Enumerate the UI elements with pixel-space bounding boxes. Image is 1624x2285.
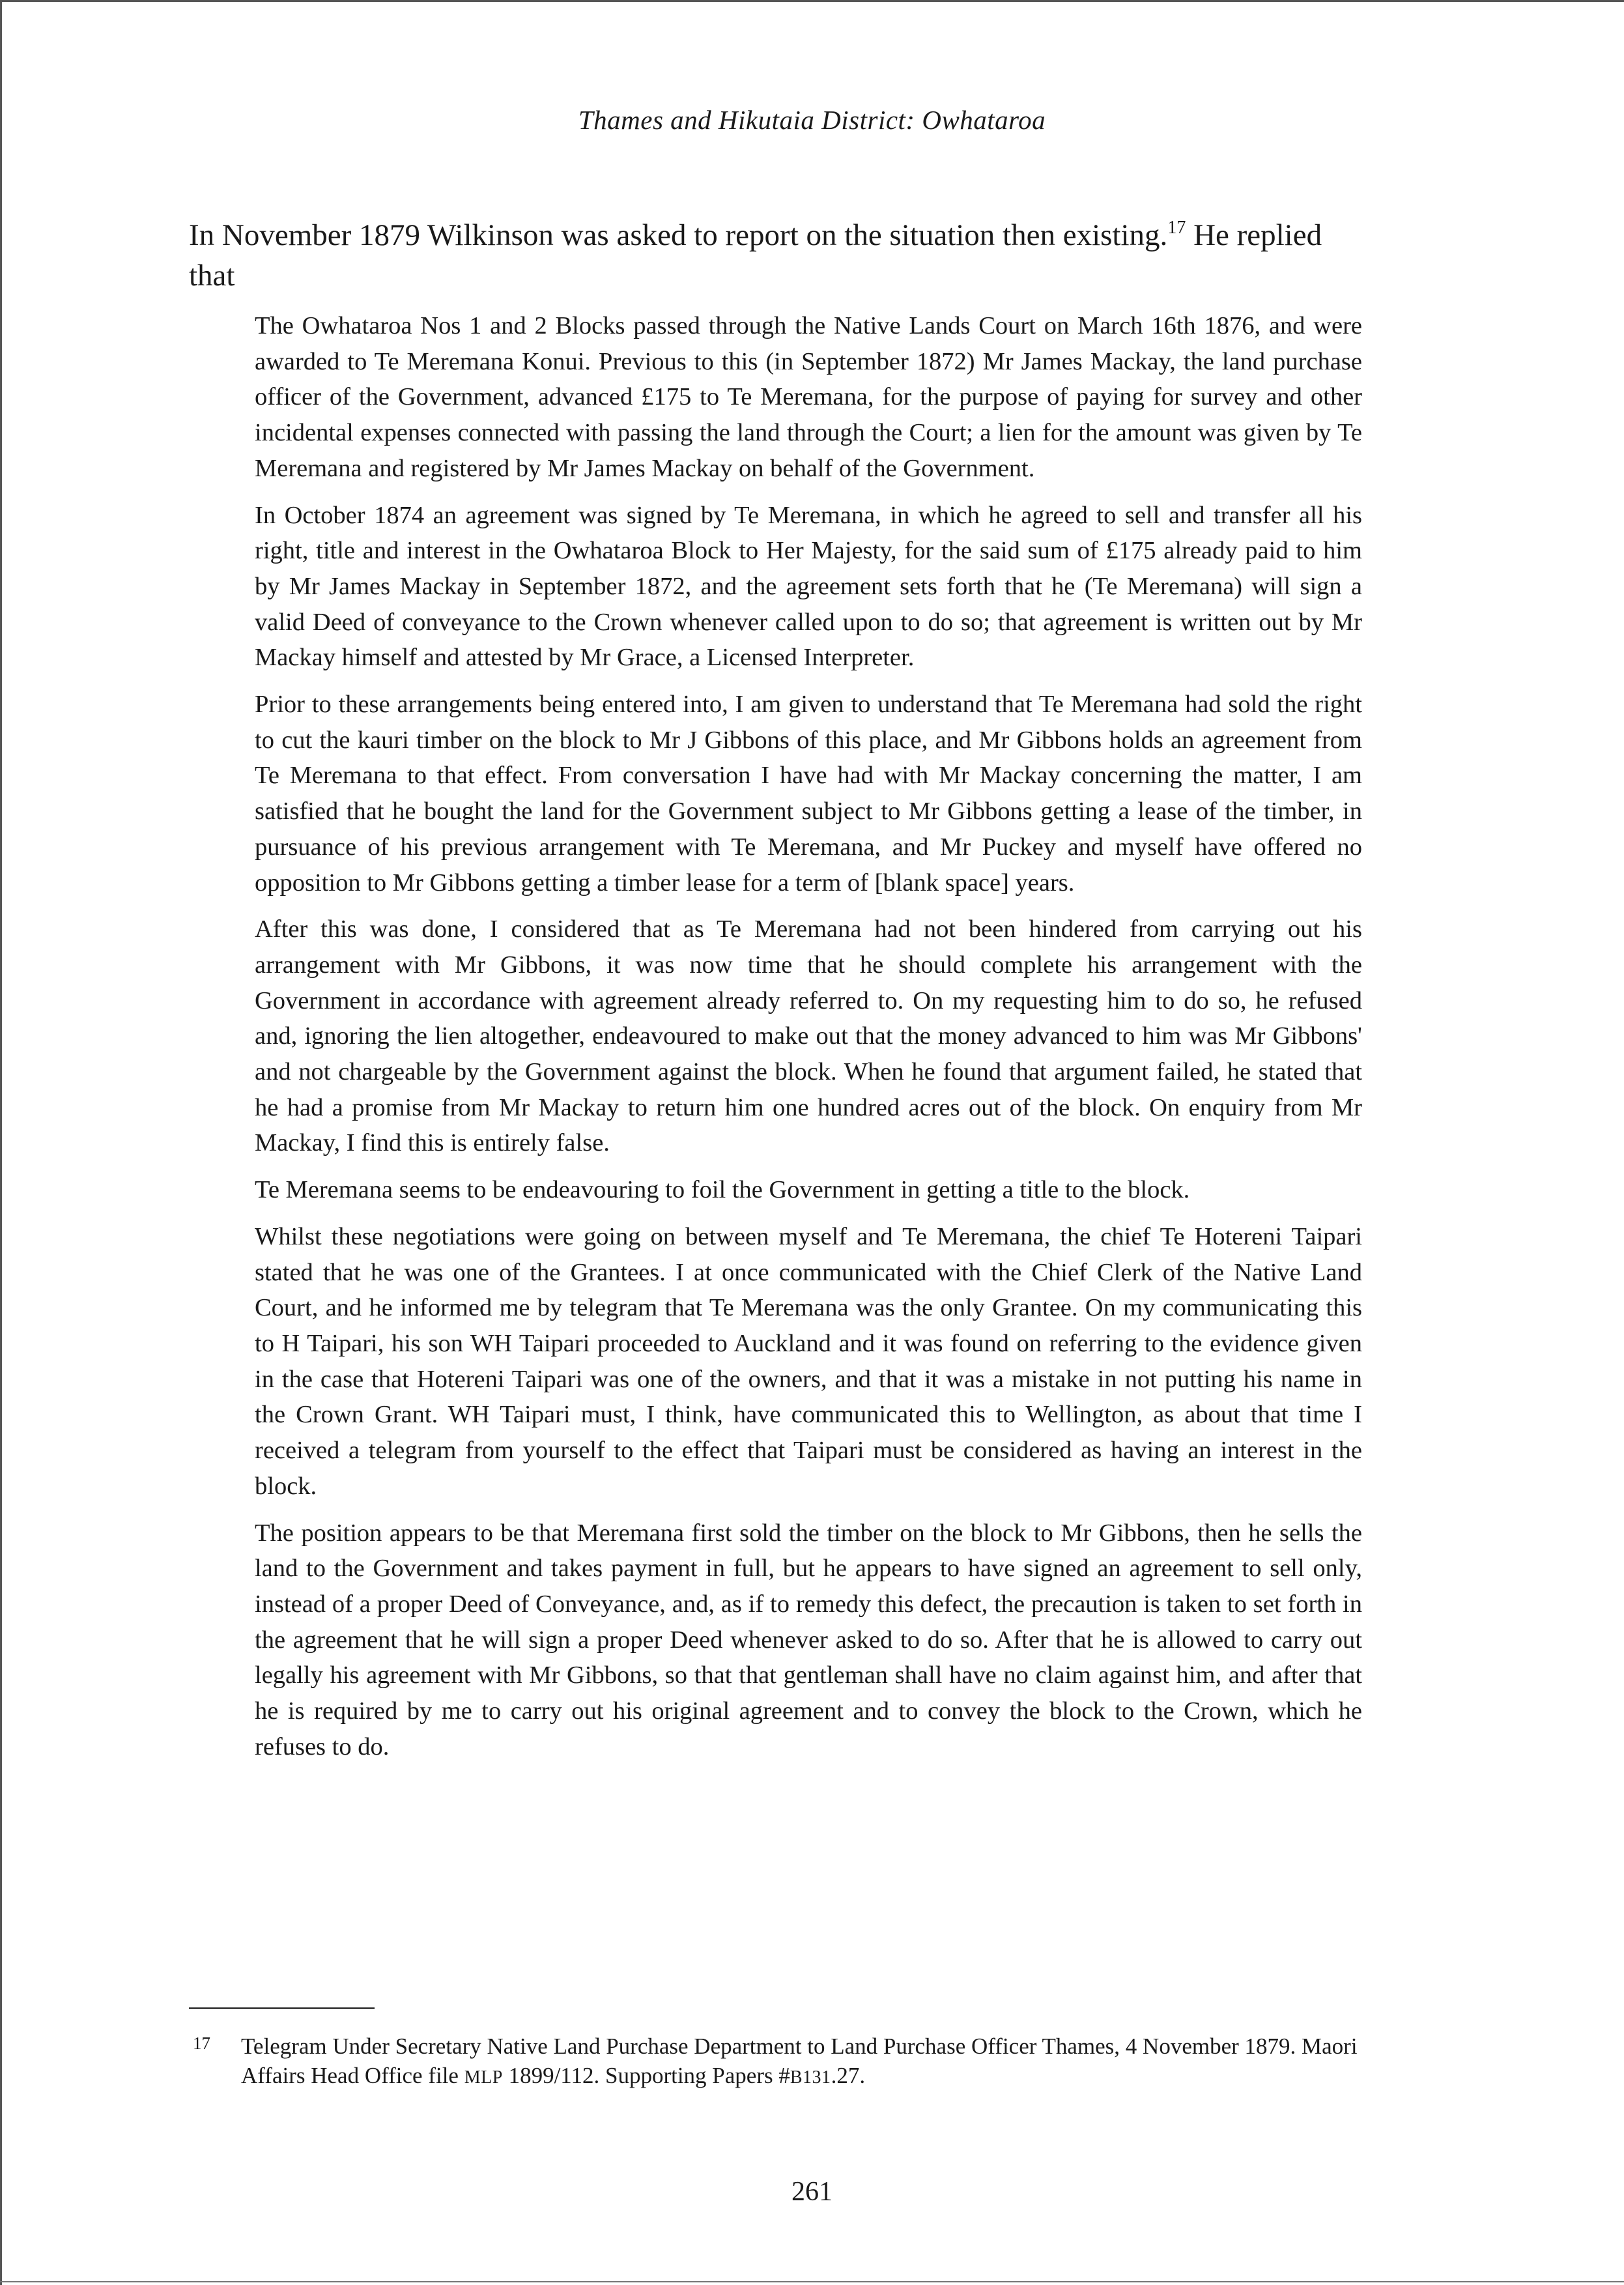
footnote-support-ref: B131 [790,2067,831,2088]
footnote-text [241,2032,1361,2092]
footnote [189,2032,1361,2092]
scan-edge-left [0,0,2,2285]
footnote-text-c: .27. [831,2063,866,2088]
block-quote [255,308,1362,1775]
running-head: Thames and Hikutaia District: Owhataroa [578,105,1046,135]
scan-edge-bottom [0,2281,1624,2282]
footnote-rule [189,2007,375,2009]
footnote-file-ref: MLP [464,2067,503,2088]
intro-paragraph [189,215,1361,296]
intro-text: In November 1879 Wilkinson was asked to report on the situation then existing. [189,218,1168,252]
footnote-number: 17 [193,2034,210,2053]
quote-paragraph-2: In October 1874 an agreement was signed by Te Meremana, in which he agreed to sell and transfer all his right, title and interest in the Owhataroa Block to Her Majesty, for the said sum of £175 already paid to him by Mr James Mackay in September 1872, and the agreement sets forth that he (Te Meremana) will sign a valid Deed of conveyance to the Crown whenever called upon to do so; that agreement is written out by Mr Mackay himself and attested by Mr Grace, a Licensed Interpreter. [255,501,1362,672]
page-number: 261 [791,2177,833,2207]
footnote-text-b: 1899/112. Supporting Papers # [502,2063,790,2088]
quote-paragraph-3: Prior to these arrangements being entered into, I am given to understand that Te Meremana had sold the right to cut the kauri timber on the block to Mr J Gibbons of this place, and Mr Gibbons holds an agreement from Te Meremana to that effect. From conversation I have had with Mr Mackay concerning the matter, I am satisfied that he bought the land for the Government subject to Mr Gibbons getting a lease of the timber, in pursuance of his previous arrangement with Te Meremana, and Mr Puckey and myself have offered no opposition to Mr Gibbons getting a timber lease for a term of [blank space] years. [255,691,1362,897]
quote-paragraph-5: Te Meremana seems to be endeavouring to foil the Government in getting a title to the block. [255,1176,1190,1204]
quote-paragraph-7: The position appears to be that Meremana first sold the timber on the block to Mr Gibbons, then he sells the land to the Government and takes payment in full, but he appears to have signed an agreement to sell only, instead of a proper Deed of Conveyance, and, as if to remedy this defect, the precaution is taken to set forth in the agreement that he will sign a proper Deed whenever asked to do so. After that he is allowed to carry out legally his agreement with Mr Gibbons, so that that gentleman shall have no claim against him, and after that he is required by me to carry out his original agreement and to convey the block to the Crown, which he refuses to do. [255,1519,1362,1760]
footnote-reference: 17 [1167,218,1186,238]
quote-paragraph-4: After this was done, I considered that as Te Meremana had not been hindered from carrying out his arrangement with Mr Gibbons, it was now time that he should complete his arrangement with the Government in accordance with agreement already referred to. On my requesting him to do so, he refused and, ignoring the lien altogether, endeavoured to make out that the money advanced to him was Mr Gibbons' and not chargeable by the Government against the block. When he found that argument failed, he stated that he had a promise from Mr Mackay to return him one hundred acres out of the block. On enquiry from Mr Mackay, I find this is entirely false. [255,915,1362,1157]
scan-edge-top [0,0,1624,2]
quote-paragraph-6: Whilst these negotiations were going on between myself and Te Meremana, the chief Te Hotereni Taipari stated that he was one of the Grantees. I at once communicated with the Chief Clerk of the Native Land Court, and he informed me by telegram that Te Meremana was the only Grantee. On my communicating this to H Taipari, his son WH Taipari proceeded to Auckland and it was found on referring to the evidence given in the case that Hotereni Taipari was one of the owners, and that it was a mistake in not putting his name in the Crown Grant. WH Taipari must, I think, have communicated this to Wellington, as about that time I received a telegram from yourself to the effect that Taipari must be considered as having an interest in the block. [255,1222,1362,1500]
footnote-text-a: Telegram Under Secretary Native Land Purchase Department to Land Purchase Officer Thames, 4 November 1879. Maori Affairs Head Office file [241,2034,1358,2088]
quote-paragraph-1: The Owhataroa Nos 1 and 2 Blocks passed through the Native Lands Court on March 16th 1876, and were awarded to Te Meremana Konui. Previous to this (in September 1872) Mr James Mackay, the land purchase officer of the Government, advanced £175 to Te Meremana, for the purpose of paying for survey and other incidental expenses connected with passing the land through the Court; a lien for the amount was given by Te Meremana and registered by Mr James Mackay on behalf of the Government. [255,312,1362,482]
intro-text-after: He replied that [189,218,1322,293]
